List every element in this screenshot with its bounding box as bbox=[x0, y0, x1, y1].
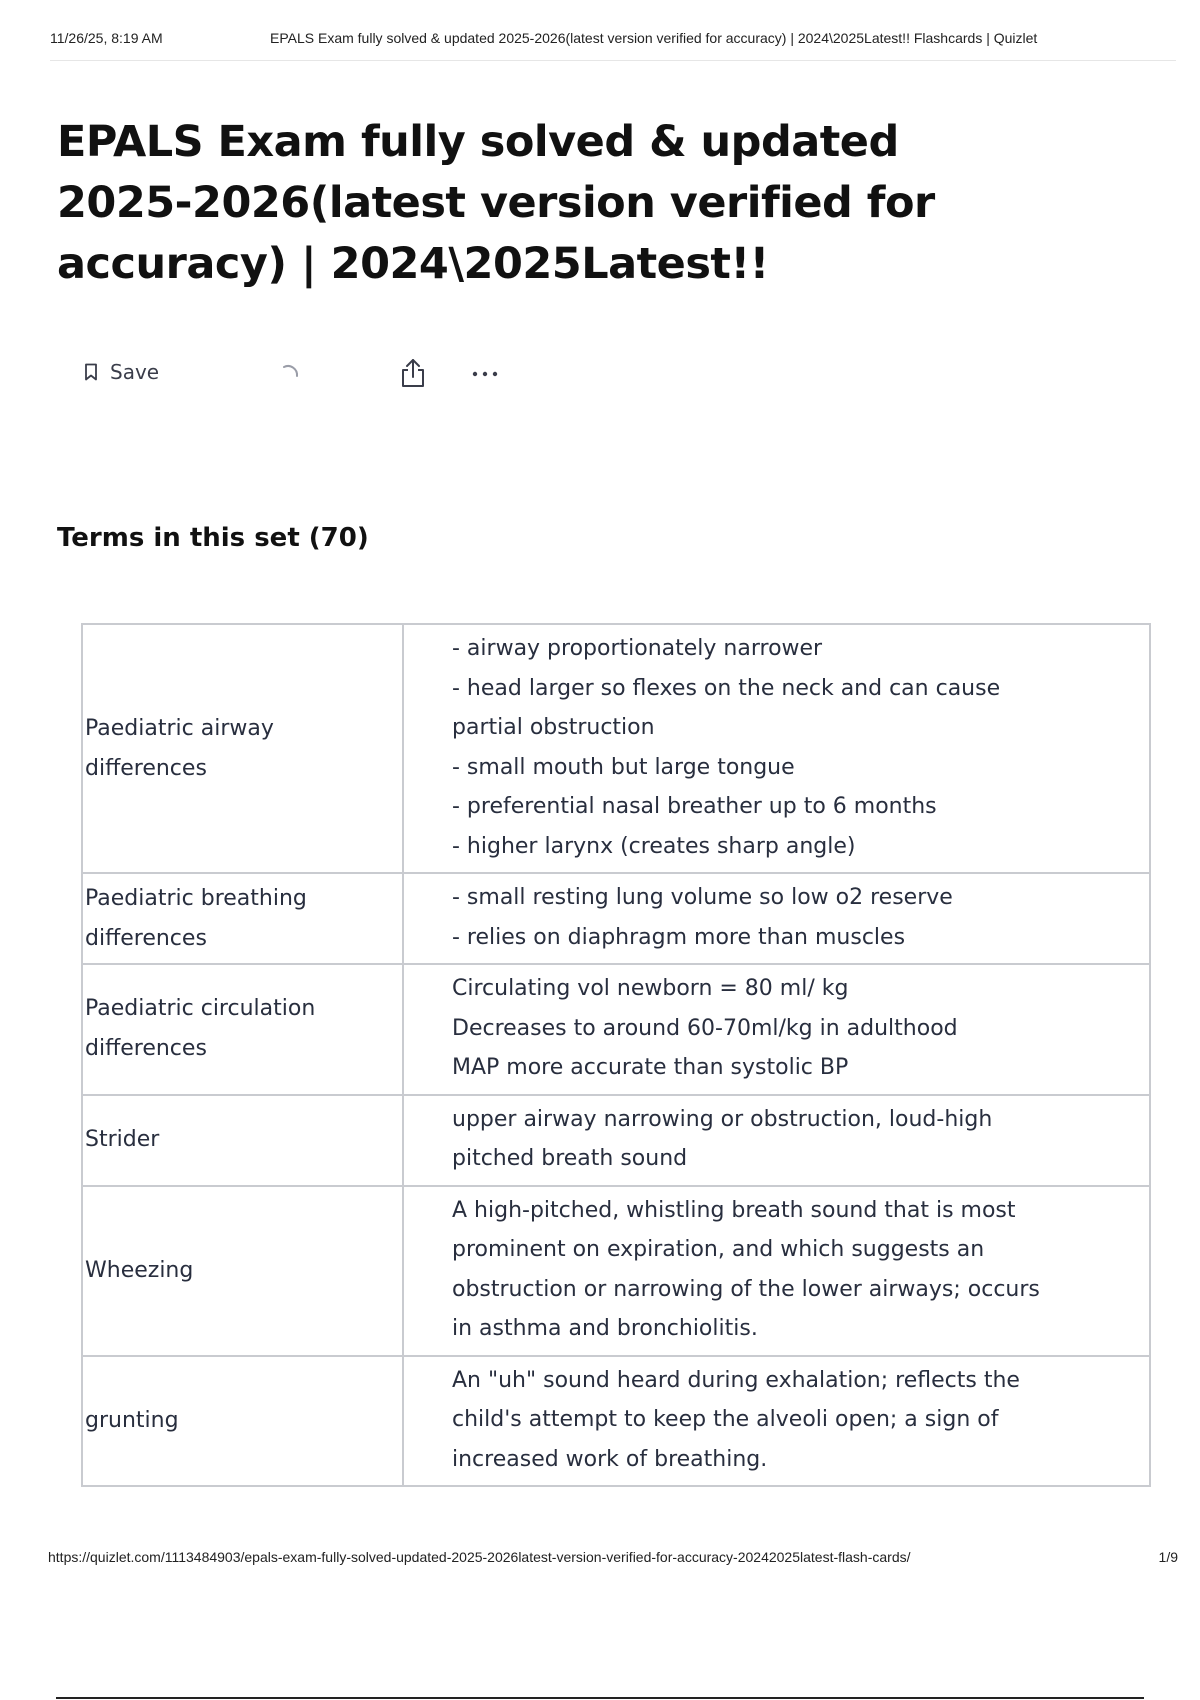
share-button[interactable] bbox=[396, 356, 430, 390]
print-header bbox=[50, 30, 1176, 61]
save-button[interactable] bbox=[84, 360, 159, 384]
term-row bbox=[82, 1186, 1150, 1356]
definition-text: MAP more accurate than systolic BP bbox=[452, 1055, 849, 1080]
definition-text: - head larger so flexes on the neck and can cause bbox=[452, 675, 1001, 701]
bookmark-icon bbox=[84, 363, 98, 381]
page-divider bbox=[56, 1697, 1144, 1699]
definition-text: - higher larynx (creates sharp angle) bbox=[452, 833, 856, 859]
print-url: https://quizlet.com/1113484903/epals-exam-fully-solved-updated-2025-2026latest-version-verified-for-accuracy-20242025latest-flash-cards/ bbox=[48, 1549, 911, 1565]
save-button-label: Save bbox=[110, 360, 160, 384]
term-text: grunting bbox=[85, 1407, 179, 1433]
page-title: EPALS Exam fully solved & updated 2025-2026(latest version verified for accuracy) | 2024\2025Latest!! bbox=[57, 117, 935, 289]
term-text: Paediatric breathing bbox=[85, 885, 307, 911]
term-cell bbox=[82, 964, 403, 1095]
spinner-icon bbox=[278, 362, 302, 386]
definition-text: child's attempt to keep the alveoli open; a sign of bbox=[452, 1407, 999, 1432]
print-document-title: EPALS Exam fully solved & updated 2025-2026(latest version verified for accuracy) | 2024\2025Latest!! Flashcards | Quizlet bbox=[270, 30, 1038, 46]
definition-cell bbox=[403, 964, 1150, 1095]
definition-cell bbox=[403, 624, 1150, 873]
definition-cell bbox=[403, 873, 1150, 964]
term-text: differences bbox=[85, 755, 207, 781]
definition-text: - small mouth but large tongue bbox=[452, 754, 795, 780]
term-text: Strider bbox=[85, 1127, 160, 1152]
page-number: 1/9 bbox=[1158, 1549, 1178, 1565]
definition-cell bbox=[403, 1186, 1150, 1356]
definition-text: - preferential nasal breather up to 6 months bbox=[452, 794, 937, 819]
definition-text: prominent on expiration, and which suggests an bbox=[452, 1237, 985, 1262]
term-cell bbox=[82, 873, 403, 964]
term-text: differences bbox=[85, 1036, 207, 1062]
share-icon bbox=[396, 356, 430, 390]
term-row bbox=[82, 964, 1150, 1095]
print-date: 11/26/25, 8:19 AM bbox=[50, 30, 163, 46]
definition-text: obstruction or narrowing of the lower airways; occurs bbox=[452, 1276, 1040, 1302]
definition-text: - airway proportionately narrower bbox=[452, 636, 823, 661]
term-cell bbox=[82, 1356, 403, 1487]
definition-text: partial obstruction bbox=[452, 715, 655, 740]
definition-text: - small resting lung volume so low o2 reserve bbox=[452, 885, 953, 910]
definition-text: pitched breath sound bbox=[452, 1146, 688, 1171]
more-options-icon bbox=[468, 356, 502, 390]
definition-text: upper airway narrowing or obstruction, loud-high bbox=[452, 1106, 993, 1132]
term-cell bbox=[82, 1186, 403, 1356]
term-row bbox=[82, 624, 1150, 873]
term-text: Wheezing bbox=[85, 1257, 194, 1283]
term-cell bbox=[82, 624, 403, 873]
term-row bbox=[82, 873, 1150, 964]
definition-text: A high-pitched, whistling breath sound that is most bbox=[452, 1197, 1016, 1223]
term-row bbox=[82, 1356, 1150, 1487]
term-cell bbox=[82, 1095, 403, 1186]
term-text: Paediatric circulation bbox=[85, 996, 316, 1022]
definition-text: - relies on diaphragm more than muscles bbox=[452, 924, 906, 950]
terms-section-heading: Terms in this set (70) bbox=[57, 523, 369, 553]
definition-text: An "uh" sound heard during exhalation; reflects the bbox=[452, 1367, 1020, 1393]
term-row bbox=[82, 1095, 1150, 1186]
set-actions-toolbar bbox=[84, 356, 524, 396]
term-text: differences bbox=[85, 925, 207, 951]
definition-text: increased work of breathing. bbox=[452, 1446, 768, 1472]
term-text: Paediatric airway bbox=[85, 715, 274, 741]
more-options-button[interactable] bbox=[468, 356, 502, 390]
definition-cell bbox=[403, 1095, 1150, 1186]
definition-text: Decreases to around 60-70ml/kg in adulthood bbox=[452, 1015, 958, 1041]
definition-cell bbox=[403, 1356, 1150, 1487]
definition-text: Circulating vol newborn = 80 ml/ kg bbox=[452, 976, 849, 1001]
terms-table bbox=[81, 623, 1151, 1487]
definition-text: in asthma and bronchiolitis. bbox=[452, 1316, 758, 1341]
